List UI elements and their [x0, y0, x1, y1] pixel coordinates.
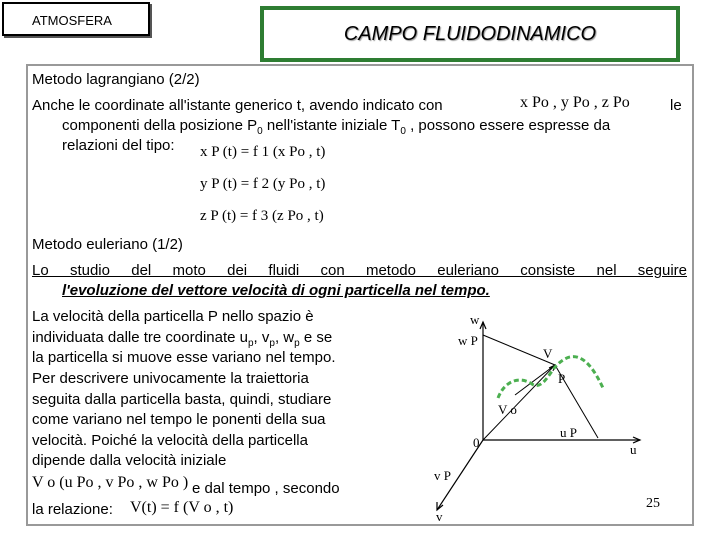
lagrange-heading: Metodo lagrangiano (2/2)	[32, 71, 200, 88]
line2-part-a: componenti della posizione P	[62, 117, 258, 134]
label-v: v	[436, 509, 443, 524]
equation-x: x P (t) = f 1 (x Po , t)	[200, 144, 326, 160]
sub-p-v: p	[269, 338, 275, 349]
line2-part-b: nell'istante iniziale T	[262, 117, 401, 134]
euler-body-line8: dipende dalla velocità iniziale	[32, 452, 227, 469]
label-p: P	[558, 371, 566, 386]
line2-part-c: , possono essere espresse da	[405, 117, 611, 134]
euler-lead-line2: l'evoluzione del vettore velocità di ogni particella nel tempo.	[62, 282, 490, 299]
equation-z: z P (t) = f 3 (z Po , t)	[200, 208, 324, 224]
lagrange-line3: relazioni del tipo:	[62, 137, 175, 154]
velocity-vector-v	[483, 365, 555, 440]
lagrange-line1-end: le	[670, 97, 682, 114]
label-u: u	[630, 442, 637, 457]
euler-body-line7: velocità. Poiché la velocità della particella	[32, 432, 308, 449]
page-number: 25	[646, 496, 660, 511]
euler-body-line6: come variano nel tempo le ponenti della sua	[32, 411, 326, 428]
label-w: w	[470, 312, 480, 327]
relation-expr: V(t) = f (V o , t)	[130, 499, 234, 516]
euler-heading: Metodo euleriano (1/2)	[32, 236, 183, 253]
initial-velocity-expr: V o (u Po , v Po , w Po )	[32, 474, 189, 491]
euler-body-line1: La velocità della particella P nello spazio è	[32, 308, 314, 325]
body-line2-b: , v	[253, 329, 270, 346]
label-vo: V o	[498, 402, 517, 417]
body-line2-d: e se	[299, 329, 333, 346]
euler-body-line5: seguita dalla particella basta, quindi, studiare	[32, 391, 332, 408]
body-line2-c: , w	[274, 329, 295, 346]
line2-sub0: 0	[257, 126, 263, 137]
euler-body-line3: la particella si muove esse variano nel tempo.	[32, 349, 336, 366]
label-origin: 0	[473, 435, 480, 450]
page-title: CAMPO FLUIDODINAMICO	[343, 22, 597, 45]
section-tag-label: ATMOSFERA	[32, 13, 112, 28]
projection-to-vo	[515, 365, 555, 395]
lagrange-line1: Anche le coordinate all'istante generico t, avendo indicato con	[32, 97, 443, 114]
body-line2-a: individuata dalle tre coordinate u	[32, 329, 248, 346]
label-up: u P	[560, 425, 577, 440]
sub-p-u: p	[247, 338, 254, 349]
relation-label: la relazione:	[32, 501, 113, 518]
label-wp: w P	[458, 333, 478, 348]
euler-lead-line1: Lo studio del moto dei fluidi con metodo euleriano consiste nel seguire	[32, 262, 687, 279]
label-vp: v P	[434, 468, 451, 483]
label-v-vector: V	[543, 346, 553, 361]
euler-after-v0: e dal tempo , secondo	[192, 480, 340, 497]
euler-body-line4: Per descrivere univocamente la traiettoria	[32, 370, 309, 387]
sub-p-w: p	[294, 338, 300, 349]
equation-y: y P (t) = f 2 (y Po , t)	[200, 176, 326, 192]
lagrange-coords-symbols: x Po , y Po , z Po	[520, 94, 630, 111]
line2-sub1: 0	[400, 126, 406, 137]
